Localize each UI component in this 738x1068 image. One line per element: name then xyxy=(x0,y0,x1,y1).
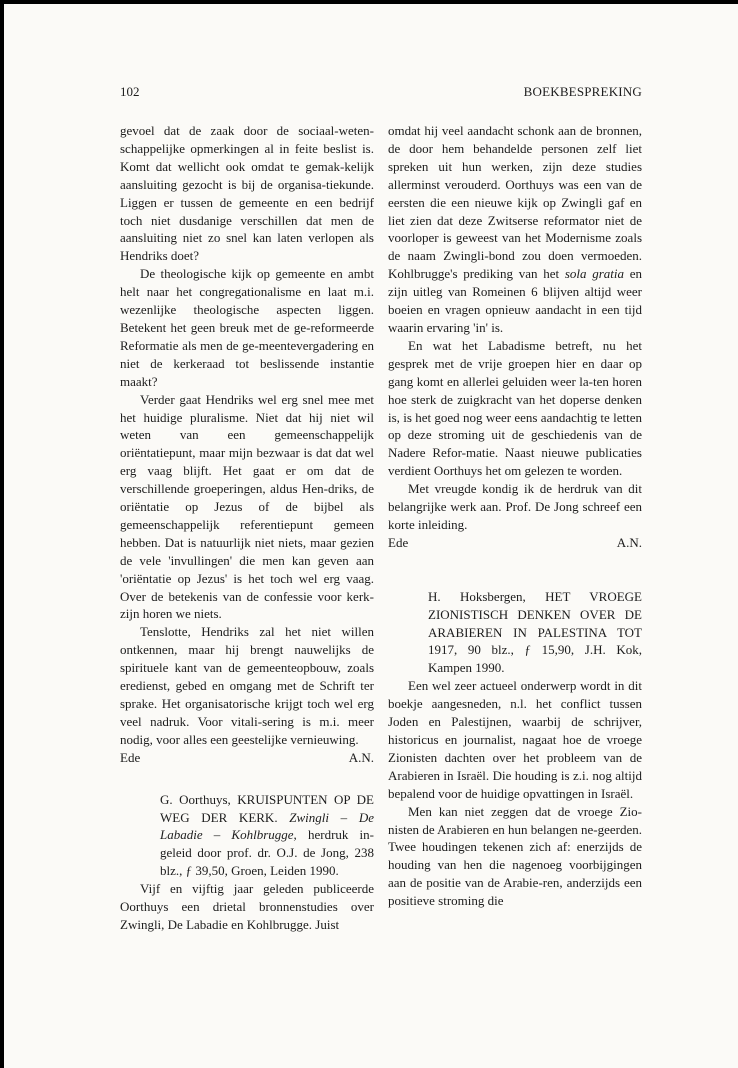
paragraph: gevoel dat de zaak door de sociaal-weten-schappelijke opmerkingen al in feite beslist is. Komt dat wellicht ook omdat te gemak-kelijk aansluiting gezocht is bij de organisa-tiekunde. Liggen er tussen de gemeente en een bedrijf toch niet dusdanige verschillen dat men de aansluiting niet zo snel kan laten verlopen als Hendriks doet? xyxy=(120,123,374,264)
page-number: 102 xyxy=(120,84,140,99)
paragraph xyxy=(388,122,642,337)
review-heading xyxy=(160,791,374,881)
review-heading-text xyxy=(160,791,374,881)
signature-place: Ede xyxy=(388,534,409,550)
paragraph: De theologische kijk op gemeente en ambt helt naar het congregationalisme en laat m.i. wezenlijke theologische aspecten liggen. Betekent het geen breuk met de ge-reformeerde Reformatie als men de ge-meentevergadering en niet de kerkeraad tot beslissende instantie maakt? xyxy=(120,266,374,389)
paragraph-text: en zijn uitleg van Romeinen 6 blijven altijd weer boeien en vragen opnieuw aandacht in een tijd waarin ervaring 'in' is. xyxy=(388,266,642,335)
paragraph: Met vreugde kondig ik de herdruk van dit belangrijke werk aan. Prof. De Jong schreef een korte inleiding. xyxy=(388,481,642,532)
review-details: herdruk in-geleid door prof. dr. O.J. de Jong, 238 blz., ƒ 39,50, Groen, Leiden 1990. xyxy=(160,827,374,879)
paragraph: En wat het Labadisme betreft, nu het gesprek met de vrije groepen hier en daar op gang komt en allerlei geluiden weer la-ten horen hoe sterk de zuigkracht van het doperse denken is, is het goed nog weer eens aandachtig te letten op deze stroming uit de geschiedenis van de Nadere Refor-matie. Naast nieuwe publicaties verdient Oorthuys het om gelezen te worden. xyxy=(388,337,642,479)
paragraph: Verder gaat Hendriks wel erg snel mee met het huidige pluralisme. Niet dat hij niet wil weten van een gemeenschappelijk oriëntatiepunt, maar mijn bezwaar is dat dat wel erg vaag blijft. Het gaat er om dat de verschillende groeperingen, aldus Hen-driks, de oriëntatie op Jezus of de bijbel als gemeenschappelijk referentiepunt gemeen hebben. Dat is natuurlijk niet niets, maar gezien de vele 'invullingen' die men kan geven aan 'oriëntatie op Jezus' is het toch wel erg vaag. Over de betekenis van de confessie voor kerk-zijn horen we niets. xyxy=(120,391,374,622)
review-subtitle: Zwingli – De Labadie – Kohlbrugge, xyxy=(160,809,374,843)
left-column xyxy=(120,122,374,934)
paragraph-text: omdat hij veel aandacht schonk aan de bronnen, de door hem behandelde personen zelf liet spreken uit hun werken, zijn deze studies allerminst verouderd. Oorthuys was een van de eersten die een nieuwe kijk op Zwingli gaf en liet zien dat deze Zwitserse reformator niet de voorloper is geweest van het Modernisme zoals de naam Zwingli-bond zou doen vermoeden. Kohlbrugge's prediking van het xyxy=(388,123,642,282)
paragraph: Men kan niet zeggen dat de vroege Zio-nisten de Arabieren en hun belangen ne-geerden. Twee houdingen tekenen zich af: enerzijds de houding van hen die nagenoeg voorbijgingen aan de positie van de Arabie-ren, anderzijds een positieve stroming die xyxy=(388,803,642,909)
review-heading xyxy=(428,588,642,678)
review-signature xyxy=(388,534,642,552)
review-signature xyxy=(120,749,374,767)
signature-initials: A.N. xyxy=(348,749,374,765)
review-author-title: G. Oorthuys, KRUISPUNTEN OP DE WEG DER KERK. xyxy=(160,791,374,825)
paragraph: Een wel zeer actueel onderwerp wordt in dit boekje aangesneden, n.l. het conflict tussen Joden en Palestijnen, waarbij de schrijver, historicus en journalist, nagaat hoe de vroege Zionisten dachten over het probleem van de Arabieren in Israël. Die houding is z.i. nog altijd bepalend voor de huidige opvattingen in Israël. xyxy=(388,678,642,801)
section-title: BOEKBESPREKING xyxy=(523,84,642,99)
italic-term: sola gratia xyxy=(564,266,624,282)
paragraph: Vijf en vijftig jaar geleden publiceerde Oorthuys een drietal bronnenstudies over Zwingli, De Labadie en Kohlbrugge. Juist xyxy=(120,881,374,932)
right-column xyxy=(388,122,642,910)
paragraph: Tenslotte, Hendriks zal het niet willen ontkennen, maar hij brengt nauwelijks de spirituele kant van de gemeenteopbouw, zoals eredienst, gebed en omgang met de Schrift ter sprake. Het organisatorische krijgt toch wel erg veel nadruk. Voor vitali-sering is m.i. meer nodig, voor alles een geestelijke vernieuwing. xyxy=(120,624,374,747)
book-page xyxy=(4,4,738,1068)
spacer xyxy=(388,552,642,588)
signature-place: Ede xyxy=(120,749,141,765)
signature-initials: A.N. xyxy=(616,534,642,550)
review-heading-text: H. Hoksbergen, HET VROEGE ZIONISTISCH DENKEN OVER DE ARABIEREN IN PALESTINA TOT 1917, 90 blz., ƒ 15,90, J.H. Kok, Kampen 1990. xyxy=(428,588,642,676)
